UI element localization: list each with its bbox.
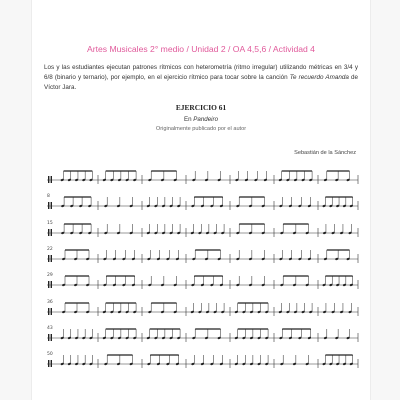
page-header: Artes Musicales 2° medio / Unidad 2 / OA 4,5,6 / Actividad 4 (87, 44, 315, 54)
intro-text-before: Los y las estudiantes ejecutan patrones rítmicos con heterometría (ritmo irregular) utilizando métricas en 3/4 y 6/8 (binario y ternario), por ejemplo, en el ejercicio rítmico para tocar sobre la canción (44, 64, 358, 81)
subtitle-style: Pandeiro (193, 116, 219, 123)
staff-svg (44, 244, 360, 266)
rhythm-staff (44, 297, 360, 319)
song-title: Te recuerdo Amanda (289, 74, 349, 81)
intro-text-after: de Víctor Jara. (44, 74, 359, 91)
intro-paragraph (44, 63, 358, 93)
measure-number: 29 (47, 273, 53, 278)
staff-svg (44, 323, 360, 345)
percussion-clef-icon (48, 334, 52, 341)
rhythm-staff (44, 244, 360, 266)
rhythm-staff (44, 270, 360, 292)
rhythm-staff (44, 191, 360, 213)
rhythm-staff (44, 349, 360, 371)
percussion-clef-icon (48, 255, 52, 262)
measure-number: 8 (47, 194, 50, 199)
exercise-subtitle (32, 116, 370, 123)
percussion-clef-icon (48, 202, 52, 209)
staff-svg (44, 297, 360, 319)
measure-number: 15 (47, 221, 53, 226)
percussion-clef-icon (48, 176, 52, 183)
measure-number: 43 (47, 326, 53, 331)
rhythm-staff (44, 323, 360, 345)
staff-svg (44, 349, 360, 371)
measure-number: 36 (47, 300, 53, 305)
percussion-clef-icon (48, 281, 52, 288)
rhythm-staff (44, 218, 360, 240)
subtitle-prefix: En (183, 116, 194, 123)
percussion-clef-icon (48, 229, 52, 236)
staff-svg (44, 165, 360, 187)
exercise-note: Originalmente publicado por el autor (155, 126, 247, 132)
measure-number: 50 (47, 352, 53, 357)
staff-svg (44, 270, 360, 292)
exercise-title: EJERCICIO 61 (175, 103, 227, 112)
percussion-clef-icon (48, 308, 52, 315)
staff-svg (44, 191, 360, 213)
staff-svg (44, 218, 360, 240)
rhythm-staff (44, 165, 360, 187)
percussion-clef-icon (48, 360, 52, 367)
measure-number: 22 (47, 247, 53, 252)
composer-credit: Sebastián de la Sánchez (294, 150, 356, 156)
document-page (32, 0, 370, 400)
